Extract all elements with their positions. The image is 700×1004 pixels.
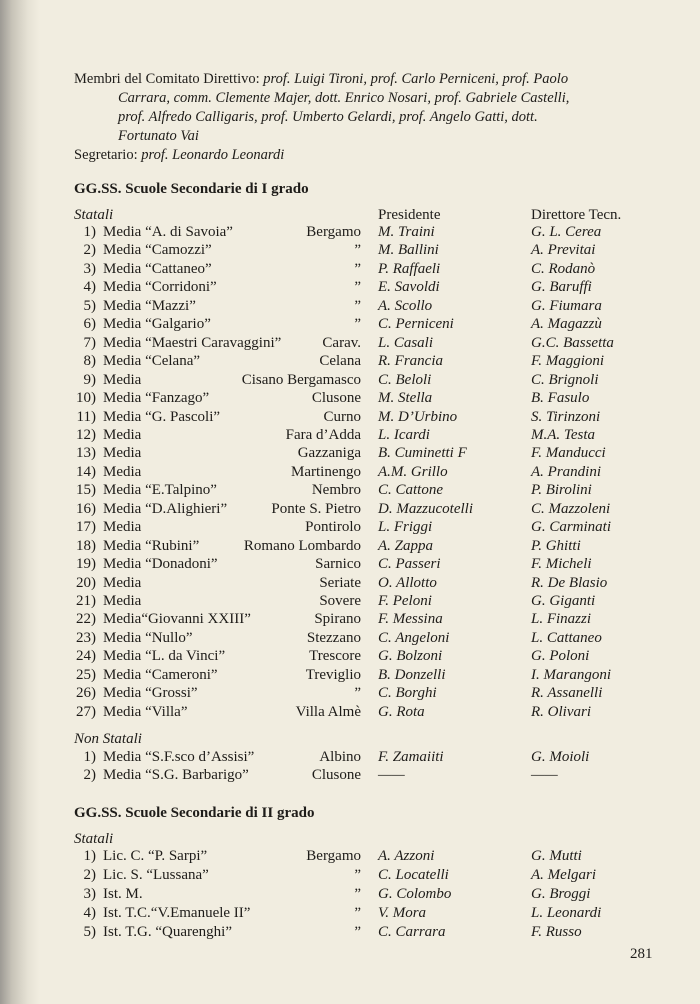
committee-members	[74, 70, 659, 146]
school-place: Celana	[319, 353, 361, 370]
presidente-name: B. Cuminetti F	[378, 445, 467, 462]
presidente-name: M. Traini	[378, 224, 435, 240]
direttore-name: F. Russo	[531, 923, 582, 940]
school-place: Cisano Bergamasco	[241, 371, 361, 388]
direttore-name: G. Giganti	[531, 593, 596, 609]
school-place: ”	[354, 316, 361, 333]
direttore-name: A. Prandini	[531, 463, 601, 480]
row-number: 26)	[76, 685, 96, 702]
school-name: Media	[103, 574, 142, 591]
school-name: Media “Fanzago”	[103, 390, 210, 407]
non-statali-label: Non Statali	[74, 731, 142, 747]
school-name: Media	[103, 463, 142, 480]
school-place: Bergamo	[306, 848, 361, 864]
row-number: 24)	[76, 648, 96, 665]
direttore-name: A. Melgari	[531, 866, 596, 883]
direttore-name: L. Finazzi	[531, 611, 592, 628]
presidente-name: V. Mora	[378, 904, 427, 921]
school-name: Media “Nullo”	[103, 629, 193, 646]
school-name: Media “Mazzi”	[103, 297, 196, 314]
presidente-name: A. Zappa	[378, 537, 434, 554]
school-place: Trescore	[309, 648, 361, 665]
presidente-name: C. Borghi	[378, 685, 437, 702]
section2-statali-label: Statali	[74, 831, 114, 847]
direttore-name: F. Manducci	[531, 445, 606, 462]
column-header-presidente: Presidente	[378, 207, 441, 223]
presidente-name: A.M. Grillo	[378, 463, 448, 480]
direttore-name: G. Baruffi	[531, 279, 592, 296]
school-name: Media “L. da Vinci”	[103, 648, 226, 665]
school-name: Media	[103, 519, 142, 536]
direttore-name: F. Maggioni	[531, 353, 605, 370]
row-number: 5)	[83, 923, 96, 940]
school-name: Media	[103, 371, 142, 388]
page-number: 281	[630, 946, 653, 962]
direttore-name: C. Rodanò	[531, 260, 596, 277]
presidente-name: C. Angeloni	[378, 629, 450, 646]
presidente-name: E. Savoldi	[378, 279, 440, 296]
school-place: Clusone	[311, 390, 361, 407]
school-name: Media “D.Alighieri”	[103, 500, 228, 517]
section2-title: GG.SS. Scuole Secondarie di II grado	[74, 805, 315, 821]
direttore-name: L. Cattaneo	[531, 629, 602, 646]
school-name: Media “G. Pascoli”	[103, 408, 221, 425]
row-number: 2)	[83, 767, 96, 784]
school-place: ”	[354, 279, 361, 296]
presidente-name: C. Carrara	[378, 923, 446, 940]
school-name: Media “Grossi”	[103, 685, 198, 702]
row-number: 1)	[83, 848, 96, 864]
row-number: 13)	[76, 445, 96, 462]
presidente-name: C. Beloli	[378, 371, 432, 388]
direttore-name: I. Marangoni	[531, 666, 611, 683]
school-place: Martinengo	[291, 463, 361, 480]
presidente-name: F. Messina	[378, 611, 443, 628]
committee-members-line1: prof. Luigi Tironi, prof. Carlo Perniceni, prof. Paolo	[263, 71, 569, 87]
presidente-name: M. Ballini	[378, 242, 439, 259]
school-name: Media“Giovanni XXIII”	[103, 611, 251, 628]
committee-members-line3: prof. Alfredo Calligaris, prof. Umberto Gelardi, prof. Angelo Gatti, dott.	[118, 109, 538, 125]
school-name: Ist. T.G. “Quarenghi”	[103, 923, 232, 940]
direttore-name: G. Fiumara	[531, 297, 602, 314]
school-place: Stezzano	[306, 629, 361, 646]
direttore-name: F. Micheli	[531, 556, 592, 573]
direttore-name: G.C. Bassetta	[531, 334, 614, 351]
section1-statali-label: Statali	[74, 207, 114, 223]
row-number: 1)	[83, 224, 96, 240]
row-number: 2)	[83, 242, 96, 259]
school-name: Media “Galgario”	[103, 316, 211, 333]
presidente-name: G. Rota	[378, 703, 425, 720]
row-number: 27)	[76, 703, 96, 720]
direttore-name: C. Mazzoleni	[531, 500, 611, 517]
direttore-name: ——	[531, 767, 558, 784]
direttore-name: G. Broggi	[531, 885, 591, 902]
committee-members-line4: Fortunato Vai	[118, 128, 199, 144]
school-name: Media “Donadoni”	[103, 556, 218, 573]
row-number: 5)	[83, 297, 96, 314]
row-number: 4)	[83, 904, 96, 921]
direttore-name: G. Moioli	[531, 749, 590, 765]
presidente-name: M. Stella	[378, 390, 433, 407]
section1-title: GG.SS. Scuole Secondarie di I grado	[74, 181, 309, 197]
row-number: 8)	[83, 353, 96, 370]
direttore-name: G. Mutti	[531, 848, 582, 864]
school-name: Media “Maestri Caravaggini”	[103, 334, 282, 351]
direttore-name: B. Fasulo	[531, 390, 590, 407]
row-number: 2)	[83, 866, 96, 883]
presidente-name: O. Allotto	[378, 574, 437, 591]
school-place: Bergamo	[306, 224, 361, 240]
direttore-name: G. Poloni	[531, 648, 590, 665]
presidente-name: P. Raffaeli	[378, 260, 441, 277]
row-number: 19)	[76, 556, 96, 573]
direttore-name: C. Brignoli	[531, 371, 599, 388]
school-place: Pontirolo	[305, 519, 361, 536]
secretary-line	[74, 146, 659, 165]
direttore-name: A. Magazzù	[531, 316, 602, 333]
school-place: ”	[354, 297, 361, 314]
row-number: 1)	[83, 749, 96, 765]
school-place: Seriate	[319, 574, 361, 591]
presidente-name: C. Locatelli	[378, 866, 449, 883]
column-header-direttore: Direttore Tecn.	[531, 207, 622, 223]
presidente-name: C. Passeri	[378, 556, 441, 573]
committee-block	[74, 70, 659, 165]
school-place: ”	[354, 923, 361, 940]
school-name: Media “Cattaneo”	[103, 260, 212, 277]
row-number: 17)	[76, 519, 96, 536]
row-number: 16)	[76, 500, 96, 517]
row-number: 25)	[76, 666, 96, 683]
school-place: ”	[354, 885, 361, 902]
direttore-name: P. Ghitti	[531, 537, 581, 554]
presidente-name: A. Azzoni	[378, 848, 435, 864]
school-place: Nembro	[311, 482, 361, 499]
row-number: 7)	[83, 334, 96, 351]
school-name: Lic. S. “Lussana”	[103, 866, 209, 883]
school-place: ”	[354, 904, 361, 921]
direttore-name: L. Leonardi	[531, 904, 602, 921]
committee-label: Membri del Comitato Direttivo:	[74, 71, 260, 87]
presidente-name: R. Francia	[378, 353, 443, 370]
committee-members-line2: Carrara, comm. Clemente Majer, dott. Enrico Nosari, prof. Gabriele Castelli,	[118, 90, 570, 106]
direttore-name: R. De Blasio	[531, 574, 608, 591]
school-place: Curno	[323, 408, 361, 425]
row-number: 23)	[76, 629, 96, 646]
school-name: Media “Rubini”	[103, 537, 200, 554]
school-name: Media “Celana”	[103, 353, 201, 370]
school-name: Lic. C. “P. Sarpi”	[103, 848, 208, 864]
direttore-name: G. L. Cerea	[531, 224, 602, 240]
presidente-name: B. Donzelli	[378, 666, 446, 683]
school-place: Clusone	[311, 767, 361, 784]
presidente-name: C. Perniceni	[378, 316, 454, 333]
presidente-name: F. Peloni	[378, 593, 432, 609]
row-number: 22)	[76, 611, 96, 628]
presidente-name: G. Colombo	[378, 885, 452, 902]
school-place: Spirano	[314, 611, 361, 628]
direttore-name: M.A. Testa	[531, 426, 596, 443]
secretary-name: prof. Leonardo Leonardi	[141, 147, 285, 163]
row-number: 14)	[76, 463, 96, 480]
school-name: Media “S.G. Barbarigo”	[103, 767, 249, 784]
direttore-name: P. Birolini	[531, 482, 592, 499]
school-place: ”	[354, 260, 361, 277]
school-place: Carav.	[322, 334, 361, 351]
direttore-name: R. Assanelli	[531, 685, 603, 702]
school-place: Fara d’Adda	[285, 426, 361, 443]
school-name: Media “Camozzi”	[103, 242, 212, 259]
secretary-label: Segretario:	[74, 147, 138, 163]
presidente-name: F. Zamaiiti	[378, 749, 444, 765]
school-name: Ist. M.	[103, 885, 143, 902]
school-name: Media “E.Talpino”	[103, 482, 217, 499]
row-number: 4)	[83, 279, 96, 296]
school-name: Media “S.F.sco d’Assisi”	[103, 749, 255, 765]
school-place: Romano Lombardo	[243, 537, 361, 554]
row-number: 15)	[76, 482, 96, 499]
school-place: Villa Almè	[295, 703, 361, 720]
school-name: Media “Cameroni”	[103, 666, 218, 683]
row-number: 12)	[76, 426, 96, 443]
school-place: Sovere	[319, 593, 361, 609]
presidente-name: A. Scollo	[378, 297, 433, 314]
presidente-name: L. Icardi	[378, 426, 430, 443]
school-name: Media	[103, 593, 142, 609]
presidente-name: D. Mazzucotelli	[378, 500, 473, 517]
presidente-name: C. Cattone	[378, 482, 444, 499]
row-number: 20)	[76, 574, 96, 591]
direttore-name: S. Tirinzoni	[531, 408, 601, 425]
school-place: ”	[354, 242, 361, 259]
school-place: Treviglio	[305, 666, 361, 683]
row-number: 10)	[76, 390, 96, 407]
school-name: Media	[103, 426, 142, 443]
school-place: Gazzaniga	[297, 445, 361, 462]
presidente-name: G. Bolzoni	[378, 648, 443, 665]
row-number: 18)	[76, 537, 96, 554]
school-place: Sarnico	[315, 556, 361, 573]
presidente-name: ——	[378, 767, 405, 784]
row-number: 21)	[76, 593, 96, 609]
presidente-name: L. Friggi	[378, 519, 433, 536]
row-number: 6)	[83, 316, 96, 333]
presidente-name: L. Casali	[378, 334, 434, 351]
school-place: ”	[354, 685, 361, 702]
school-place: Ponte S. Pietro	[271, 500, 361, 517]
row-number: 11)	[76, 408, 96, 425]
school-name: Media “Corridoni”	[103, 279, 217, 296]
row-number: 3)	[83, 260, 96, 277]
school-place: Albino	[319, 749, 361, 765]
direttore-name: R. Olivari	[531, 703, 591, 720]
row-number: 9)	[83, 371, 96, 388]
direttore-name: A. Previtai	[531, 242, 596, 259]
school-name: Media “Villa”	[103, 703, 188, 720]
school-place: ”	[354, 866, 361, 883]
presidente-name: M. D’Urbino	[378, 408, 458, 425]
row-number: 3)	[83, 885, 96, 902]
school-name: Ist. T.C.“V.Emanuele II”	[103, 904, 251, 921]
school-name: Media	[103, 445, 142, 462]
direttore-name: G. Carminati	[531, 519, 612, 536]
school-name: Media “A. di Savoia”	[103, 224, 233, 240]
